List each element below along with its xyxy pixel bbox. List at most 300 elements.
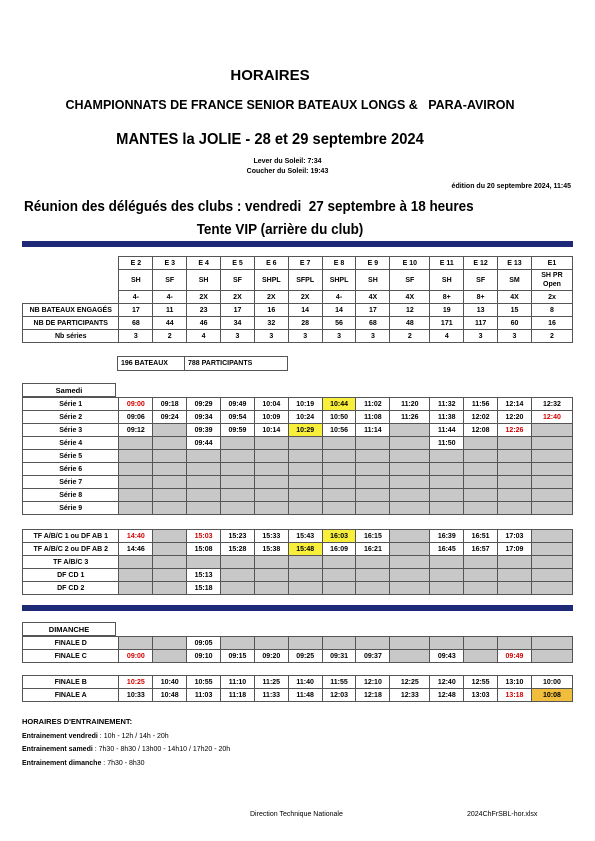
empty-slot [153, 502, 187, 515]
empty-slot [531, 650, 572, 663]
race-time: 15:18 [187, 582, 221, 595]
race-time: 16:03 [322, 530, 356, 543]
race-time: 09:18 [153, 398, 187, 411]
stats-label: NB DE PARTICIPANTS [23, 317, 119, 330]
race-time: 13:10 [498, 676, 532, 689]
stats-value: 3 [119, 330, 153, 343]
sunset: Coucher du Soleil: 19:43 [246, 168, 329, 175]
empty-slot [390, 530, 430, 543]
stats-value: 8 [531, 304, 572, 317]
race-time: 11:55 [322, 676, 356, 689]
race-time: 09:44 [187, 437, 221, 450]
race-time: 11:40 [288, 676, 322, 689]
empty-slot [390, 582, 430, 595]
race-time: 09:34 [187, 411, 221, 424]
race-time: 11:33 [254, 689, 288, 702]
championship-title: CHAMPIONNATS DE FRANCE SENIOR BATEAUX LONGS & PARA-AVIRON [65, 98, 515, 112]
race-time: 12:02 [464, 411, 498, 424]
stats-value: 32 [254, 317, 288, 330]
boat-type: 2X [254, 291, 288, 304]
row-label: Série 1 [23, 398, 119, 411]
stats-value: 44 [153, 317, 187, 330]
row-label: FINALE D [23, 637, 119, 650]
race-time: 15:48 [288, 543, 322, 556]
empty-slot [187, 450, 221, 463]
empty-slot [288, 463, 322, 476]
schedule-row [23, 502, 573, 515]
empty-slot [119, 556, 153, 569]
empty-slot [153, 637, 187, 650]
empty-slot [221, 637, 255, 650]
schedule-row [23, 489, 573, 502]
empty-slot [153, 650, 187, 663]
event-category: SH [119, 270, 153, 291]
empty-slot [390, 450, 430, 463]
event-code: E 13 [498, 257, 532, 270]
total-boats: 196 BATEAUX [118, 357, 185, 370]
row-label: Série 5 [23, 450, 119, 463]
empty-slot [153, 569, 187, 582]
race-time: 09:39 [187, 424, 221, 437]
empty-slot [288, 476, 322, 489]
stats-value: 17 [119, 304, 153, 317]
boat-type: 4- [119, 291, 153, 304]
race-time: 11:44 [430, 424, 464, 437]
event-category: SH [430, 270, 464, 291]
event-category: SH PR Open [531, 270, 572, 291]
empty-slot [531, 556, 572, 569]
race-time: 12:03 [322, 689, 356, 702]
training-title: HORAIRES D'ENTRAINEMENT: [22, 717, 133, 726]
schedule-row [23, 463, 573, 476]
empty-slot [531, 543, 572, 556]
row-label: Série 7 [23, 476, 119, 489]
stats-value: 117 [464, 317, 498, 330]
empty-slot [119, 450, 153, 463]
race-time: 12:33 [390, 689, 430, 702]
race-time: 10:00 [531, 676, 572, 689]
race-time: 10:14 [254, 424, 288, 437]
stats-value: 3 [498, 330, 532, 343]
race-time: 09:37 [356, 650, 390, 663]
row-label: FINALE B [23, 676, 119, 689]
race-time: 15:38 [254, 543, 288, 556]
event-code: E 10 [390, 257, 430, 270]
schedule-row [23, 543, 573, 556]
race-time: 14:46 [119, 543, 153, 556]
empty-slot [153, 489, 187, 502]
race-time: 10:50 [322, 411, 356, 424]
row-label: Série 3 [23, 424, 119, 437]
boat-type: 8+ [464, 291, 498, 304]
stats-value: 17 [356, 304, 390, 317]
empty-slot [390, 489, 430, 502]
empty-slot [322, 502, 356, 515]
empty-slot [498, 489, 532, 502]
sunrise: Lever du Soleil: 7:34 [253, 158, 322, 165]
event-category: SH [356, 270, 390, 291]
dimanche-ab-table [22, 675, 573, 702]
race-time: 15:23 [221, 530, 255, 543]
stats-value: 2 [153, 330, 187, 343]
boat-type: 4- [322, 291, 356, 304]
race-time: 11:03 [187, 689, 221, 702]
empty-slot [322, 437, 356, 450]
blank-cell [23, 291, 119, 304]
boat-type: 2x [531, 291, 572, 304]
event-category: SFPL [288, 270, 322, 291]
stats-value: 3 [221, 330, 255, 343]
race-time: 11:25 [254, 676, 288, 689]
row-label: Série 2 [23, 411, 119, 424]
empty-slot [464, 450, 498, 463]
race-time: 12:08 [464, 424, 498, 437]
race-time: 10:33 [119, 689, 153, 702]
row-label: FINALE A [23, 689, 119, 702]
event-category: SF [153, 270, 187, 291]
empty-slot [464, 463, 498, 476]
blank-cell [23, 257, 119, 270]
race-time: 16:15 [356, 530, 390, 543]
empty-slot [119, 569, 153, 582]
event-code: E 11 [430, 257, 464, 270]
empty-slot [153, 424, 187, 437]
row-label: DF CD 1 [23, 569, 119, 582]
meeting-location: Tente VIP (arrière du club) [196, 222, 364, 238]
empty-slot [254, 502, 288, 515]
race-time: 09:15 [221, 650, 255, 663]
empty-slot [531, 437, 572, 450]
event-category: SHPL [254, 270, 288, 291]
stats-value: 68 [356, 317, 390, 330]
schedule-row [23, 530, 573, 543]
race-time: 15:43 [288, 530, 322, 543]
empty-slot [390, 476, 430, 489]
empty-slot [153, 437, 187, 450]
race-time: 15:13 [187, 569, 221, 582]
stats-value: 48 [390, 317, 430, 330]
empty-slot [322, 463, 356, 476]
race-time: 09:54 [221, 411, 255, 424]
race-time: 12:14 [498, 398, 532, 411]
empty-slot [221, 476, 255, 489]
race-time: 09:10 [187, 650, 221, 663]
empty-slot [464, 569, 498, 582]
empty-slot [531, 582, 572, 595]
training-sunday: Entrainement dimanche : 7h30 - 8h30 [22, 760, 145, 767]
race-time: 12:40 [531, 411, 572, 424]
empty-slot [498, 556, 532, 569]
race-time: 15:33 [254, 530, 288, 543]
empty-slot [498, 437, 532, 450]
empty-slot [254, 556, 288, 569]
empty-slot [356, 437, 390, 450]
total-participants: 788 PARTICIPANTS [188, 360, 253, 367]
event-category: SF [221, 270, 255, 291]
stats-value: 3 [322, 330, 356, 343]
stats-value: 19 [430, 304, 464, 317]
schedule-row [23, 637, 573, 650]
empty-slot [464, 556, 498, 569]
empty-slot [187, 556, 221, 569]
stats-value: 56 [322, 317, 356, 330]
event-code: E 8 [322, 257, 356, 270]
divider-bar [22, 605, 573, 611]
empty-slot [288, 556, 322, 569]
empty-slot [288, 582, 322, 595]
race-time: 12:25 [390, 676, 430, 689]
empty-slot [464, 437, 498, 450]
event-code: E 7 [288, 257, 322, 270]
race-time: 12:48 [430, 689, 464, 702]
empty-slot [430, 476, 464, 489]
empty-slot [119, 437, 153, 450]
training-saturday: Entrainement samedi : 7h30 - 8h30 / 13h00 - 14h10 / 17h20 - 20h [22, 746, 231, 753]
schedule-row [23, 450, 573, 463]
boat-type-row [23, 291, 573, 304]
race-time: 17:03 [498, 530, 532, 543]
empty-slot [464, 502, 498, 515]
samedi-finals-table [22, 529, 573, 595]
dimanche-cd-table [22, 636, 573, 663]
training-friday: Entrainement vendredi : 10h - 12h / 14h - 20h [22, 733, 169, 740]
race-time: 09:49 [498, 650, 532, 663]
stats-value: 23 [187, 304, 221, 317]
empty-slot [390, 424, 430, 437]
empty-slot [153, 530, 187, 543]
race-time: 09:49 [221, 398, 255, 411]
boat-type: 4- [153, 291, 187, 304]
samedi-label: Samedi [22, 383, 116, 397]
empty-slot [390, 463, 430, 476]
race-time: 13:18 [498, 689, 532, 702]
empty-slot [356, 569, 390, 582]
race-time: 10:04 [254, 398, 288, 411]
schedule-row [23, 650, 573, 663]
empty-slot [288, 502, 322, 515]
event-code: E 12 [464, 257, 498, 270]
empty-slot [531, 569, 572, 582]
row-label: TF A/B/C 1 ou DF AB 1 [23, 530, 119, 543]
row-label: Série 6 [23, 463, 119, 476]
empty-slot [356, 476, 390, 489]
empty-slot [221, 556, 255, 569]
race-time: 09:05 [187, 637, 221, 650]
empty-slot [430, 556, 464, 569]
venue-date: MANTES la JOLIE - 28 et 29 septembre 2024 [116, 131, 424, 148]
event-code: E 5 [221, 257, 255, 270]
empty-slot [119, 463, 153, 476]
empty-slot [531, 450, 572, 463]
empty-slot [430, 463, 464, 476]
race-time: 10:48 [153, 689, 187, 702]
race-time: 17:09 [498, 543, 532, 556]
empty-slot [498, 582, 532, 595]
empty-slot [430, 569, 464, 582]
page-title: HORAIRES [230, 67, 310, 84]
stats-value: 16 [254, 304, 288, 317]
schedule-row [23, 398, 573, 411]
race-time: 09:20 [254, 650, 288, 663]
empty-slot [498, 637, 532, 650]
stats-value: 3 [288, 330, 322, 343]
empty-slot [356, 582, 390, 595]
empty-slot [254, 476, 288, 489]
empty-slot [254, 437, 288, 450]
empty-slot [390, 437, 430, 450]
stats-value: 4 [187, 330, 221, 343]
race-time: 12:26 [498, 424, 532, 437]
race-time: 09:00 [119, 398, 153, 411]
empty-slot [119, 502, 153, 515]
empty-slot [498, 463, 532, 476]
empty-slot [153, 450, 187, 463]
empty-slot [187, 463, 221, 476]
stats-value: 4 [430, 330, 464, 343]
empty-slot [119, 489, 153, 502]
empty-slot [356, 463, 390, 476]
race-time: 12:32 [531, 398, 572, 411]
empty-slot [254, 569, 288, 582]
empty-slot [254, 637, 288, 650]
empty-slot [464, 476, 498, 489]
empty-slot [322, 556, 356, 569]
stats-value: 28 [288, 317, 322, 330]
empty-slot [254, 463, 288, 476]
empty-slot [356, 637, 390, 650]
schedule-row [23, 582, 573, 595]
empty-slot [531, 476, 572, 489]
race-time: 10:56 [322, 424, 356, 437]
empty-slot [221, 489, 255, 502]
event-category: SM [498, 270, 532, 291]
row-label: TF A/B/C 3 [23, 556, 119, 569]
race-time: 14:40 [119, 530, 153, 543]
empty-slot [153, 463, 187, 476]
empty-slot [390, 650, 430, 663]
race-time: 11:56 [464, 398, 498, 411]
empty-slot [221, 582, 255, 595]
empty-slot [187, 502, 221, 515]
empty-slot [221, 450, 255, 463]
empty-slot [531, 489, 572, 502]
empty-slot [356, 489, 390, 502]
race-time: 16:51 [464, 530, 498, 543]
boat-type: 2X [187, 291, 221, 304]
empty-slot [322, 476, 356, 489]
empty-slot [119, 476, 153, 489]
race-time: 10:40 [153, 676, 187, 689]
stats-value: 68 [119, 317, 153, 330]
empty-slot [498, 476, 532, 489]
race-time: 09:43 [430, 650, 464, 663]
event-code: E 3 [153, 257, 187, 270]
empty-slot [464, 582, 498, 595]
race-time: 09:29 [187, 398, 221, 411]
meeting-info: Réunion des délégués des clubs : vendredi 27 septembre à 18 heures [24, 199, 474, 215]
empty-slot [187, 476, 221, 489]
empty-slot [322, 569, 356, 582]
footer-filename: 2024ChFrSBL-hor.xlsx [467, 811, 538, 818]
blank-cell [23, 270, 119, 291]
stats-value: 34 [221, 317, 255, 330]
empty-slot [254, 489, 288, 502]
event-category: SHPL [322, 270, 356, 291]
empty-slot [430, 489, 464, 502]
stats-value: 3 [464, 330, 498, 343]
event-category: SF [464, 270, 498, 291]
race-time: 11:08 [356, 411, 390, 424]
event-code: E 2 [119, 257, 153, 270]
empty-slot [390, 569, 430, 582]
race-time: 11:14 [356, 424, 390, 437]
stats-value: 12 [390, 304, 430, 317]
race-time: 11:10 [221, 676, 255, 689]
empty-slot [221, 437, 255, 450]
event-category: SF [390, 270, 430, 291]
empty-slot [322, 450, 356, 463]
race-time: 09:06 [119, 411, 153, 424]
race-time: 16:21 [356, 543, 390, 556]
race-time: 11:20 [390, 398, 430, 411]
empty-slot [153, 556, 187, 569]
empty-slot [531, 424, 572, 437]
empty-slot [288, 489, 322, 502]
race-time: 09:59 [221, 424, 255, 437]
stats-label: NB BATEAUX ENGAGÉS [23, 304, 119, 317]
empty-slot [464, 489, 498, 502]
empty-slot [464, 650, 498, 663]
empty-slot [531, 637, 572, 650]
empty-slot [430, 637, 464, 650]
empty-slot [531, 502, 572, 515]
race-time: 11:18 [221, 689, 255, 702]
race-time: 09:25 [288, 650, 322, 663]
stats-value: 2 [531, 330, 572, 343]
stats-value: 14 [322, 304, 356, 317]
event-category: SH [187, 270, 221, 291]
race-time: 11:48 [288, 689, 322, 702]
stats-row [23, 330, 573, 343]
edition-date: édition du 20 septembre 2024, 11:45 [451, 183, 571, 190]
empty-slot [221, 463, 255, 476]
empty-slot [390, 637, 430, 650]
schedule-row [23, 424, 573, 437]
empty-slot [119, 582, 153, 595]
event-category-row [23, 270, 573, 291]
stats-value: 171 [430, 317, 464, 330]
schedule-row [23, 676, 573, 689]
race-time: 12:40 [430, 676, 464, 689]
empty-slot [254, 450, 288, 463]
race-time: 16:39 [430, 530, 464, 543]
empty-slot [390, 502, 430, 515]
race-time: 15:08 [187, 543, 221, 556]
stats-value: 16 [531, 317, 572, 330]
empty-slot [322, 582, 356, 595]
stats-value: 60 [498, 317, 532, 330]
empty-slot [356, 502, 390, 515]
stats-value: 15 [498, 304, 532, 317]
stats-value: 2 [390, 330, 430, 343]
row-label: DF CD 2 [23, 582, 119, 595]
race-time: 09:00 [119, 650, 153, 663]
race-time: 16:57 [464, 543, 498, 556]
empty-slot [356, 450, 390, 463]
boat-type: 2X [288, 291, 322, 304]
schedule-row [23, 437, 573, 450]
empty-slot [153, 543, 187, 556]
